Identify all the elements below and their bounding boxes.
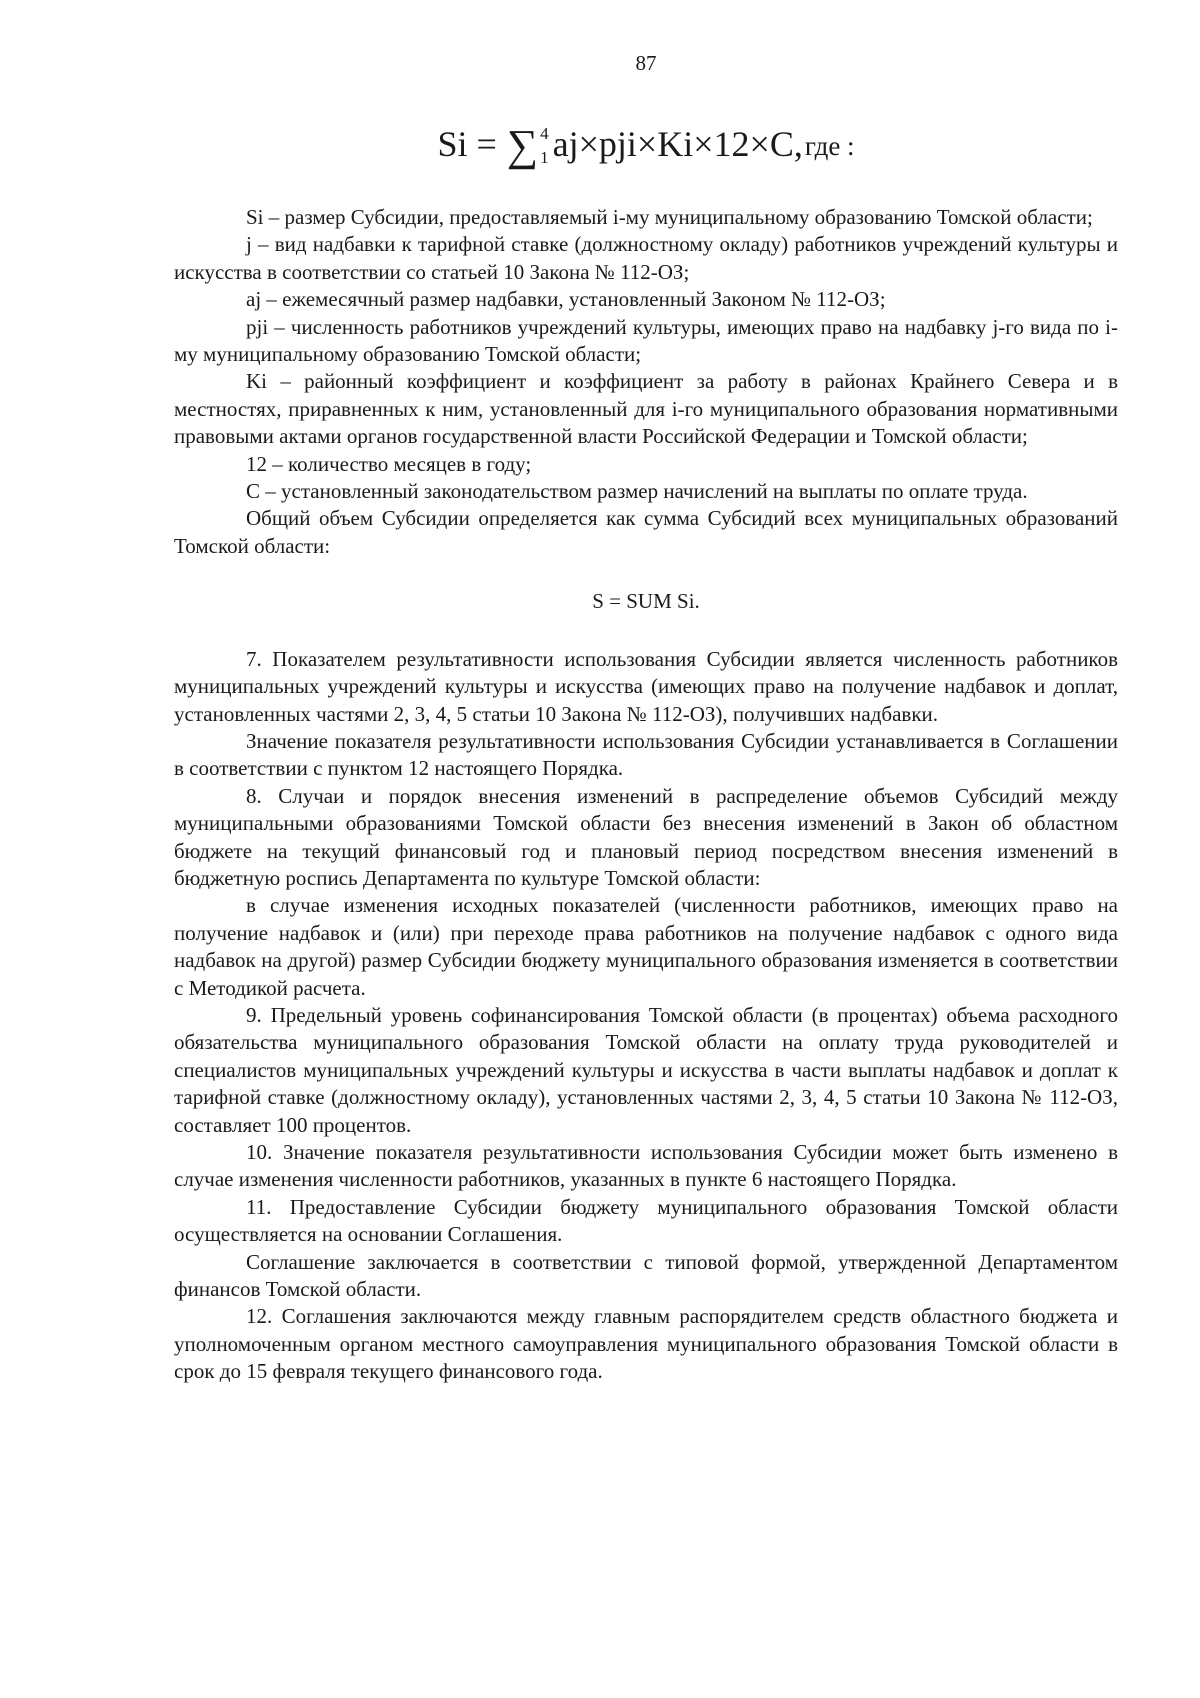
definition-12: 12 – количество месяцев в году; bbox=[246, 451, 532, 476]
paragraph-11: 11. Предоставление Субсидии бюджету муниципального образования Томской области осуществляется на основании Соглашения. bbox=[174, 1194, 1118, 1247]
sum-lower-limit: 1 bbox=[540, 148, 549, 167]
definition-pji: pji – численность работников учреждений культуры, имеющих право на надбавку j-го вида по i-му муниципальному образованию Томской области; bbox=[174, 314, 1118, 367]
formula-where: где : bbox=[804, 130, 855, 161]
paragraph-9: 9. Предельный уровень софинансирования Томской области (в процентах) объема расходного обязательства муниципального образования Томской области на оплату труда руководителей и специалистов муниципальных учреждений культуры и искусства в части выплаты надбавок и доплат к тарифной ставке (должностному окладу), установленных частями 2, 3, 4, 5 статьи 10 Закона № 112-ОЗ, составляет 100 процентов. bbox=[174, 1002, 1118, 1137]
sigma-symbol: ∑ bbox=[506, 121, 539, 170]
paragraph-7: 7. Показателем результативности использования Субсидии является численность работников муниципальных учреждений культуры и искусства (имеющих право на получение надбавок и доплат, установленных частями 2, 3, 4, 5 статьи 10 Закона № 112-ОЗ), получивших надбавки. bbox=[174, 646, 1118, 726]
paragraph-8-case: в случае изменения исходных показателей (численности работников, имеющих право на получение надбавок и (или) при переходе права работников на получение надбавок с одного вида надбавок на другой) размер Субсидии бюджету муниципального образования изменяется в соответствии с Методикой расчета. bbox=[174, 893, 1118, 1000]
paragraph-8: 8. Случаи и порядок внесения изменений в распределение объемов Субсидий между муниципальными образованиями Томской области без внесения изменений в Закон об областном бюджете на текущий финансовый год и плановый период посредством внесения изменений в бюджетную роспись Департамента по культуре Томской области: bbox=[174, 783, 1118, 890]
definition-j: j – вид надбавки к тарифной ставке (должностному окладу) работников учреждений культуры и искусства в соответствии со статьей 10 Закона № 112-ОЗ; bbox=[174, 232, 1118, 284]
formula-lhs: Si = bbox=[437, 124, 497, 164]
paragraph-12: 12. Соглашения заключаются между главным распорядителем средств областного бюджета и уполномоченным органом местного самоуправления муниципального образования Томской области в срок до 15 февраля текущего финансового года. bbox=[174, 1304, 1118, 1384]
formula-rhs: aj×pji×Ki×12×C, bbox=[552, 124, 803, 164]
sum-limits bbox=[540, 122, 549, 170]
definition-aj: aj – ежемесячный размер надбавки, установленный Законом № 112-ОЗ; bbox=[246, 287, 886, 312]
paragraph-11-agreement: Соглашение заключается в соответствии с типовой формой, утвержденной Департаментом финансов Томской области. bbox=[174, 1249, 1118, 1302]
paragraph-7-value: Значение показателя результативности использования Субсидии устанавливается в Соглашении в соответствии с пунктом 12 настоящего Порядка. bbox=[174, 728, 1118, 781]
page-number: 87 bbox=[635, 51, 657, 75]
document-page bbox=[174, 0, 1118, 1698]
sum-formula: S = SUM Si. bbox=[592, 589, 700, 614]
sum-upper-limit: 4 bbox=[540, 124, 549, 143]
document-body bbox=[174, 204, 1118, 1386]
definition-c: C – установленный законодательством размер начислений на выплаты по оплате труда. bbox=[246, 479, 1028, 504]
total-volume-paragraph: Общий объем Субсидии определяется как сумма Субсидий всех муниципальных образований Томской области: bbox=[174, 506, 1118, 558]
definition-ki: Ki – районный коэффициент и коэффициент за работу в районах Крайнего Севера и в местностях, приравненных к ним, установленный для i-го муниципального образования нормативными правовыми актами органов государственной власти Российской Федерации и Томской области; bbox=[174, 369, 1118, 449]
subsidy-formula bbox=[174, 112, 1118, 176]
paragraph-10: 10. Значение показателя результативности использования Субсидии может быть изменено в случае изменения численности работников, указанных в пункте 6 настоящего Порядка. bbox=[174, 1140, 1118, 1192]
definition-si: Si – размер Субсидии, предоставляемый i-му муниципальному образованию Томской области; bbox=[246, 205, 1093, 229]
